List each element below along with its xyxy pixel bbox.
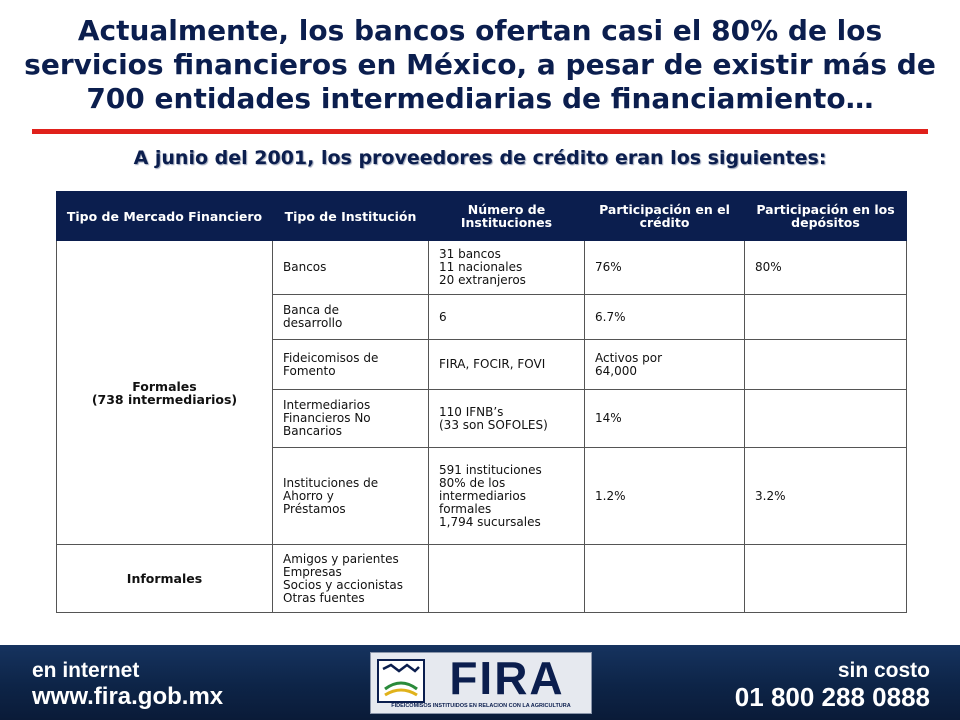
- cell-numero: 6: [429, 295, 585, 340]
- cell-numero: FIRA, FOCIR, FOVI: [429, 340, 585, 390]
- phone-block: [735, 659, 930, 711]
- cell-credito: 1.2%: [585, 448, 745, 545]
- cell-institucion: Amigos y parientes Empresas Socios y accionistas Otras fuentes: [273, 545, 429, 613]
- cell-credito: [585, 545, 745, 613]
- phone-number: 01 800 288 0888: [734, 682, 930, 712]
- cell-depositos: [745, 295, 907, 340]
- fira-emblem-icon: [377, 659, 425, 703]
- fira-logo: [370, 652, 592, 714]
- cell-credito: 76%: [585, 241, 745, 295]
- table-header-row: [57, 192, 907, 241]
- cell-depositos: 80%: [745, 241, 907, 295]
- category-formales: Formales (738 intermediarios): [57, 241, 273, 545]
- header-tipo-mercado: Tipo de Mercado Financiero: [57, 192, 273, 241]
- cell-depositos: 3.2%: [745, 448, 907, 545]
- title-divider: [32, 129, 928, 134]
- cell-depositos: [745, 340, 907, 390]
- slide-subtitle: A junio del 2001, los proveedores de crédito eran los siguientes:: [133, 147, 827, 169]
- cell-credito: Activos por 64,000: [585, 340, 745, 390]
- category-informales: Informales: [57, 545, 273, 613]
- cell-institucion: Intermediarios Financieros No Bancarios: [273, 390, 429, 448]
- table-row: [57, 241, 907, 295]
- internet-label: en internet: [32, 659, 140, 682]
- toll-free-label: sin costo: [837, 659, 930, 682]
- cell-depositos: [745, 390, 907, 448]
- cell-credito: 14%: [585, 390, 745, 448]
- cell-depositos: [745, 545, 907, 613]
- cell-numero: 591 instituciones 80% de los intermediarios formales 1,794 sucursales: [429, 448, 585, 545]
- header-numero-instituciones: Número de Instituciones: [429, 192, 585, 241]
- cell-numero: 31 bancos 11 nacionales 20 extranjeros: [429, 241, 585, 295]
- fira-tagline: FIDEICOMISOS INSTITUIDOS EN RELACION CON LA AGRICULTURA: [391, 703, 571, 709]
- cell-institucion: Instituciones de Ahorro y Préstamos: [273, 448, 429, 545]
- cell-credito: 6.7%: [585, 295, 745, 340]
- cell-institucion: Bancos: [273, 241, 429, 295]
- slide-title: Actualmente, los bancos ofertan casi el 80% de los servicios financieros en México, a pesar de existir más de 700 entidades intermediarias de financiamiento…: [24, 14, 936, 115]
- cell-institucion: Banca de desarrollo: [273, 295, 429, 340]
- cell-numero: [429, 545, 585, 613]
- header-tipo-institucion: Tipo de Institución: [273, 192, 429, 241]
- website-link[interactable]: www.fira.gob.mx: [32, 683, 224, 710]
- table-row: [57, 545, 907, 613]
- header-participacion-depositos: Participación en los depósitos: [745, 192, 907, 241]
- header-participacion-credito: Participación en el crédito: [585, 192, 745, 241]
- fira-wordmark: FIRA: [449, 652, 565, 704]
- cell-numero: 110 IFNB’s (33 son SOFOLES): [429, 390, 585, 448]
- cell-institucion: Fideicomisos de Fomento: [273, 340, 429, 390]
- website-block: [32, 659, 223, 711]
- credit-providers-table: [56, 191, 907, 613]
